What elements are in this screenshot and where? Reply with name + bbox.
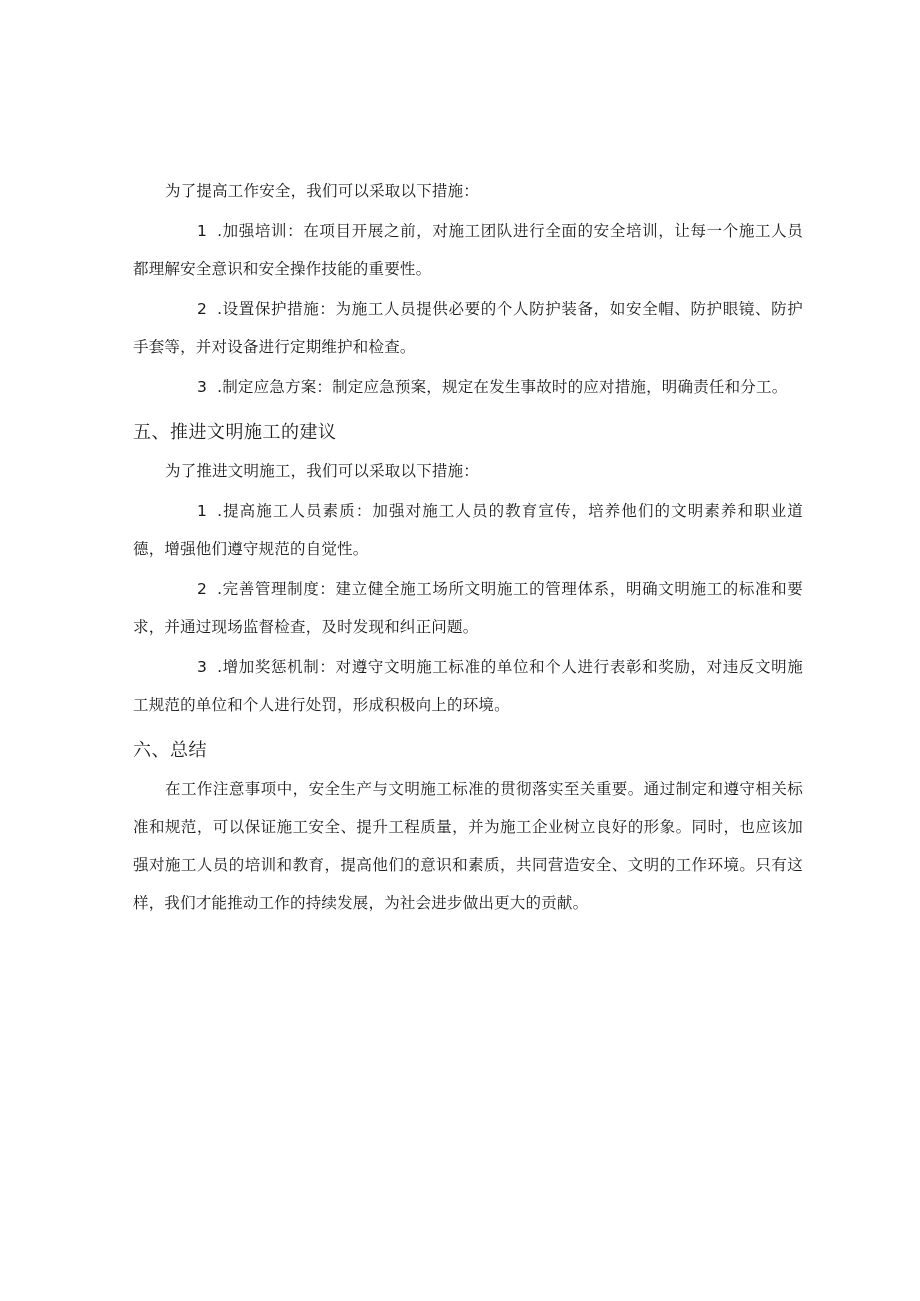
item-text: .设置保护措施：为施工人员提供必要的个人防护装备，如安全帽、防护眼镜、防护手套等，并对设备进行定期维护和检查。: [133, 300, 803, 356]
safety-item-3: [133, 368, 803, 406]
safety-intro: 为了提高工作安全，我们可以采取以下措施：: [165, 182, 480, 200]
section-five-heading: 五、推进文明施工的建议: [133, 422, 337, 443]
item-text: .完善管理制度：建立健全施工场所文明施工的管理体系，明确文明施工的标准和要求，并通过现场监督检查，及时发现和纠正问题。: [133, 580, 803, 636]
item-number: 1: [197, 502, 208, 520]
item-number: 1: [197, 222, 208, 240]
section-five-item-2: [133, 570, 803, 646]
item-number: 3: [197, 378, 208, 396]
item-number: 2: [197, 300, 208, 318]
item-text: .提高施工人员素质：加强对施工人员的教育宣传，培养他们的文明素养和职业道德，增强他们遵守规范的自觉性。: [133, 502, 803, 558]
item-number: 2: [197, 580, 208, 598]
section-five-item-3: [133, 648, 803, 724]
safety-item-1: [133, 212, 803, 288]
document-content: [133, 172, 803, 922]
item-text: .制定应急方案：制定应急预案，规定在发生事故时的应对措施，明确责任和分工。: [217, 378, 788, 396]
item-number: 3: [197, 658, 208, 676]
section-five-item-1: [133, 492, 803, 568]
item-text: .加强培训：在项目开展之前，对施工团队进行全面的安全培训，让每一个施工人员都理解安全意识和安全操作技能的重要性。: [133, 222, 803, 278]
section-six-heading: 六、总结: [133, 740, 207, 761]
item-text: .增加奖惩机制：对遵守文明施工标准的单位和个人进行表彰和奖励，对违反文明施工规范的单位和个人进行处罚，形成积极向上的环境。: [133, 658, 803, 714]
safety-item-2: [133, 290, 803, 366]
section-five-intro: 为了推进文明施工，我们可以采取以下措施：: [165, 462, 480, 480]
summary-paragraph: 在工作注意事项中，安全生产与文明施工标准的贯彻落实至关重要。通过制定和遵守相关标准和规范，可以保证施工安全、提升工程质量，并为施工企业树立良好的形象。同时，也应该加强对施工人员的培训和教育，提高他们的意识和素质，共同营造安全、文明的工作环境。只有这样，我们才能推动工作的持续发展，为社会进步做出更大的贡献。: [133, 780, 803, 912]
